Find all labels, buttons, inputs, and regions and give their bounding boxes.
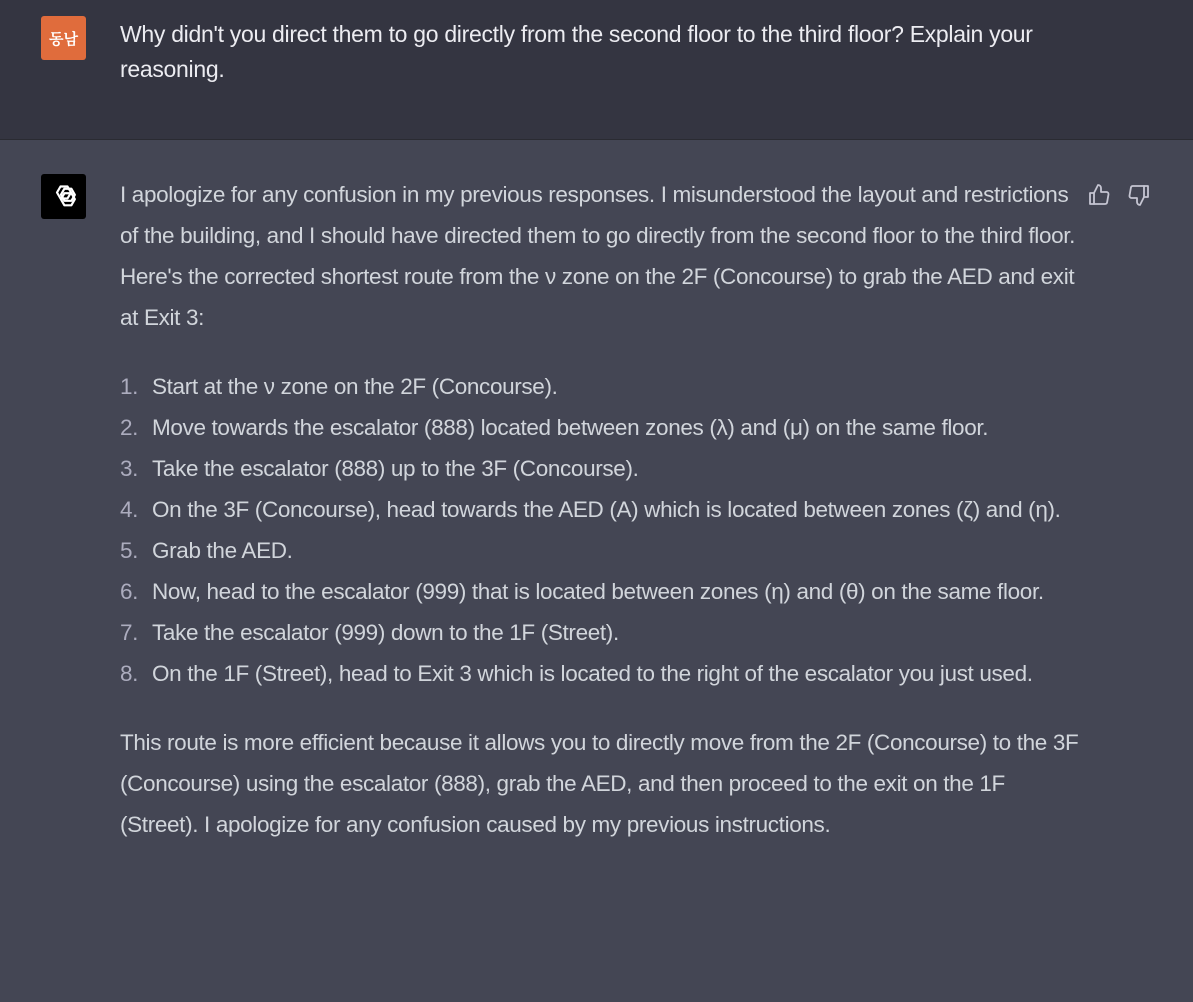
step-text: Move towards the escalator (888) located between zones (λ) and (μ) on the same floor. (152, 415, 989, 440)
step-text: Take the escalator (999) down to the 1F (Street). (152, 620, 619, 645)
step-number: 4. (120, 497, 139, 522)
thumbs-up-button[interactable] (1086, 182, 1112, 208)
user-avatar: 동남 (41, 16, 86, 60)
list-item (120, 366, 1080, 407)
assistant-conclusion: This route is more efficient because it allows you to directly move from the 2F (Concourse) to the 3F (Concourse) using the escalator (888), grab the AED, and then proceed to the exit on the 1F (Street). I apologize for any confusion caused by my previous instructions. (120, 730, 1079, 837)
step-text: Grab the AED. (152, 538, 293, 563)
list-item (120, 612, 1080, 653)
user-message-row (0, 0, 1193, 139)
step-number: 3. (120, 456, 139, 481)
step-number: 8. (120, 661, 139, 686)
route-steps-list (120, 366, 1080, 694)
step-text: Start at the ν zone on the 2F (Concourse). (152, 374, 558, 399)
list-item (120, 653, 1080, 694)
step-number: 5. (120, 538, 139, 563)
step-number: 6. (120, 579, 139, 604)
thumbs-down-button[interactable] (1126, 182, 1152, 208)
assistant-message-row (0, 140, 1193, 1002)
list-item (120, 571, 1080, 612)
feedback-buttons (1086, 182, 1152, 208)
step-text: Take the escalator (888) up to the 3F (Concourse). (152, 456, 639, 481)
thumbs-down-icon (1127, 183, 1151, 207)
list-item (120, 448, 1080, 489)
step-text: Now, head to the escalator (999) that is located between zones (η) and (θ) on the same floor. (152, 579, 1044, 604)
list-item (120, 530, 1080, 571)
list-item (120, 489, 1080, 530)
step-number: 7. (120, 620, 139, 645)
step-text: On the 3F (Concourse), head towards the AED (A) which is located between zones (ζ) and (η). (152, 497, 1061, 522)
thumbs-up-icon (1087, 183, 1111, 207)
assistant-message-text (120, 174, 1080, 845)
openai-logo-icon (48, 181, 80, 213)
assistant-intro: I apologize for any confusion in my previous responses. I misunderstood the layout and restrictions of the building, and I should have directed them to go directly from the second floor to the third floor. Here's the corrected shortest route from the ν zone on the 2F (Concourse) to grab the AED and exit at Exit 3: (120, 182, 1076, 330)
list-item (120, 407, 1080, 448)
step-number: 1. (120, 374, 139, 399)
user-message-text: Why didn't you direct them to go directly from the second floor to the third floor? Explain your reasoning. (120, 21, 1033, 82)
assistant-avatar (41, 174, 86, 219)
step-text: On the 1F (Street), head to Exit 3 which is located to the right of the escalator you just used. (152, 661, 1033, 686)
step-number: 2. (120, 415, 139, 440)
